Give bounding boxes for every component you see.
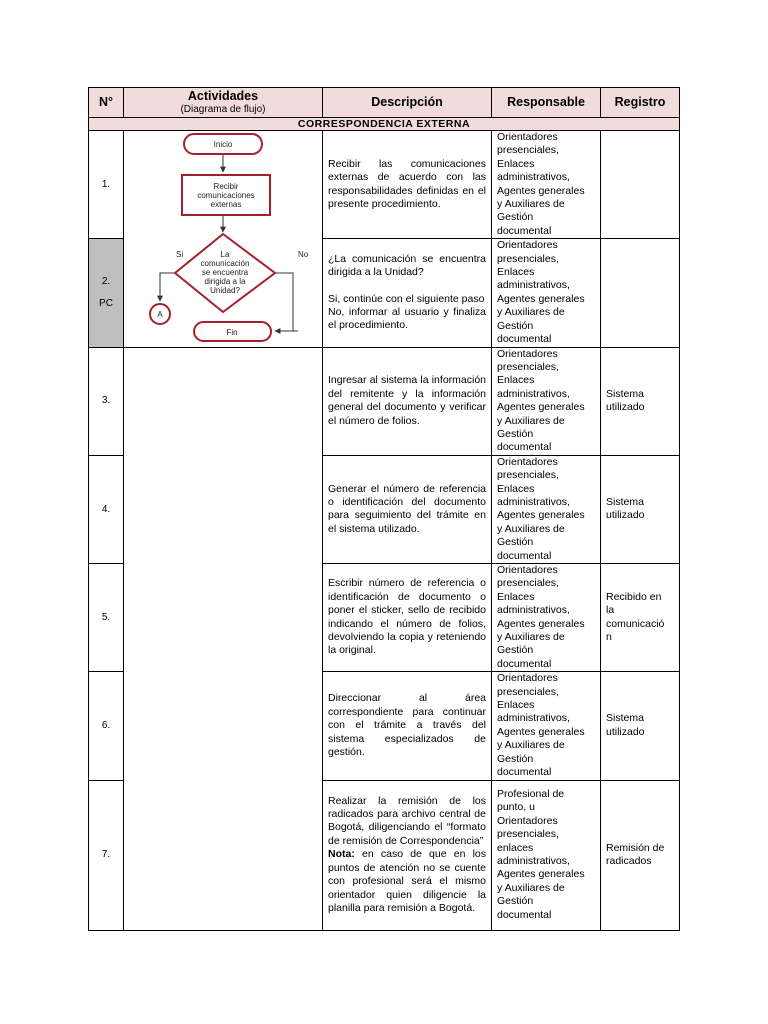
flowchart-empty-cell: [124, 347, 323, 930]
record-line: Recibido en: [606, 590, 662, 603]
record-cell: [601, 564, 680, 672]
record-line: la: [606, 604, 615, 617]
record-line: radicados: [606, 855, 652, 867]
note-text: en caso de que en los puntos de atención no se cuente con profesional será el mismo orientador quien diligencie la planilla para remisión a Bogotá.: [328, 848, 486, 914]
flow-arrow-yes: [160, 273, 174, 301]
responsible-line: Enlaces: [497, 157, 535, 170]
responsible-line: Agentes generales: [497, 292, 585, 305]
description-text: Recibir las comunicaciones externas de acuerdo con las responsabilidades definidas en el presente procedimiento.: [328, 157, 486, 211]
description-text: Si, continúe con el siguiente paso: [328, 292, 485, 305]
row-number: 7.: [89, 780, 124, 930]
responsible-line: y Auxiliares de: [497, 739, 565, 752]
row-number: 6.: [89, 672, 124, 780]
responsible-line: Enlaces: [497, 590, 535, 603]
responsible-line: Gestión: [497, 211, 534, 224]
responsible-line: y Auxiliares de: [497, 881, 565, 894]
description-text: Generar el número de referencia o identificación del documento para seguimiento del trámite en el sistema utilizado.: [328, 482, 486, 535]
note-label: Nota:: [328, 848, 355, 861]
description-text: Ingresar al sistema la información del remitente y la información general del documento y verificar el número de folios.: [328, 374, 486, 427]
decision-line: se encuentra: [201, 268, 249, 277]
control-point-label: PC: [99, 297, 113, 309]
responsible-line: Orientadores: [497, 455, 558, 468]
responsible-line: enlaces: [497, 841, 534, 854]
header-activities: [124, 88, 323, 118]
description-text: Escribir número de referencia o identificación de documento o poner el sticker, sello de recibido indicando el número de folios, devolviendo la copia y reteniendo la original.: [328, 577, 486, 657]
description-text: No, informar al usuario y finaliza el procedimiento.: [328, 306, 486, 332]
header-number: N°: [89, 88, 124, 118]
responsible-line: Orientadores: [497, 131, 558, 143]
connector-label: A: [157, 310, 163, 319]
header-record: Registro: [601, 88, 680, 118]
procedure-table: [88, 87, 680, 931]
record-line: Sistema: [606, 712, 644, 725]
header-activities-title: Actividades: [187, 89, 259, 104]
description-text: Direccionar al área correspondiente para continuar con el trámite a través del sistema especializados de gestión.: [328, 692, 486, 758]
responsible-line: Agentes generales: [497, 401, 585, 414]
record-cell: [601, 672, 680, 780]
responsible-line: administrativos,: [497, 495, 570, 508]
process-line: comunicaciones: [197, 191, 255, 200]
responsible-line: administrativos,: [497, 712, 570, 725]
responsible-line: Profesional de: [497, 787, 565, 800]
responsible-line: Agentes generales: [497, 617, 585, 630]
end-label: Fin: [226, 328, 238, 337]
responsible-line: documental: [497, 333, 552, 346]
header-description: Descripción: [323, 88, 492, 118]
record-line: comunicació: [606, 617, 665, 630]
record-line: utilizado: [606, 725, 645, 738]
description-cell: [323, 455, 492, 563]
record-cell: [601, 131, 680, 239]
decision-line: comunicación: [200, 259, 250, 268]
description-cell: [323, 564, 492, 672]
responsible-line: documental: [497, 549, 552, 562]
responsible-line: administrativos,: [497, 279, 570, 292]
responsible-line: Enlaces: [497, 699, 535, 712]
responsible-line: y Auxiliares de: [497, 198, 565, 211]
responsible-line: Gestión: [497, 536, 534, 549]
responsible-cell: [492, 564, 601, 672]
flowchart: [124, 131, 323, 346]
start-label: Inicio: [213, 140, 233, 149]
responsible-line: y Auxiliares de: [497, 522, 565, 535]
responsible-line: Orientadores: [497, 564, 558, 576]
record-line: n: [606, 631, 612, 644]
description-cell: [323, 239, 492, 347]
responsible-line: Gestión: [497, 752, 534, 765]
responsible-line: presenciales,: [497, 469, 559, 482]
responsible-line: Enlaces: [497, 374, 535, 387]
responsible-line: presenciales,: [497, 828, 559, 841]
responsible-line: punto, u: [497, 801, 535, 814]
row-number: [89, 239, 124, 347]
responsible-line: administrativos,: [497, 604, 570, 617]
responsible-line: Enlaces: [497, 482, 535, 495]
table-row: [89, 347, 680, 455]
record-cell: [601, 239, 680, 347]
responsible-line: presenciales,: [497, 685, 559, 698]
responsible-line: presenciales,: [497, 577, 559, 590]
responsible-cell: [492, 131, 601, 239]
header-activities-subtitle: (Diagrama de flujo): [180, 103, 266, 115]
description-text: Realizar la remisión de los radicados para archivo central de Bogotá, diligenciando el “formato de remisión de Correspondencia”: [328, 794, 486, 847]
responsible-line: documental: [497, 766, 552, 779]
row-number: 4.: [89, 455, 124, 563]
responsible-line: documental: [497, 224, 552, 237]
responsible-line: presenciales,: [497, 252, 559, 265]
process-line: Recibir: [213, 182, 239, 191]
responsible-line: presenciales,: [497, 144, 559, 157]
yes-label: Si: [176, 250, 184, 259]
responsible-line: Enlaces: [497, 266, 535, 279]
decision-line: Unidad?: [210, 286, 240, 295]
description-cell: [323, 347, 492, 455]
flow-line-no: [272, 273, 298, 331]
record-cell: [601, 347, 680, 455]
responsible-line: Agentes generales: [497, 868, 585, 881]
record-line: utilizado: [606, 401, 645, 414]
header-responsible: Responsable: [492, 88, 601, 118]
table-row: [89, 131, 680, 239]
responsible-line: administrativos,: [497, 855, 570, 867]
responsible-line: Gestión: [497, 427, 534, 440]
responsible-line: presenciales,: [497, 360, 559, 373]
row-number: 1.: [89, 131, 124, 239]
flowchart-cell: [124, 131, 323, 348]
responsible-line: administrativos,: [497, 387, 570, 400]
section-row: [89, 118, 680, 131]
section-title: CORRESPONDENCIA EXTERNA: [89, 118, 680, 131]
row-number: 5.: [89, 564, 124, 672]
description-cell: [323, 672, 492, 780]
responsible-cell: [492, 455, 601, 563]
responsible-line: documental: [497, 908, 552, 921]
responsible-line: y Auxiliares de: [497, 631, 565, 644]
record-line: Sistema: [606, 495, 644, 508]
responsible-line: Gestión: [497, 895, 534, 908]
responsible-line: Gestión: [497, 644, 534, 657]
responsible-line: y Auxiliares de: [497, 306, 565, 319]
decision-line: dirigida a la: [204, 277, 246, 286]
responsible-line: Orientadores: [497, 347, 558, 360]
record-line: Sistema: [606, 387, 644, 400]
description-text: ¿La comunicación se encuentra dirigida a la Unidad?: [328, 252, 486, 279]
responsible-line: documental: [497, 657, 552, 670]
no-label: No: [298, 250, 309, 259]
responsible-line: Orientadores: [497, 814, 558, 827]
responsible-line: administrativos,: [497, 171, 570, 184]
responsible-cell: [492, 672, 601, 780]
header-row: [89, 88, 680, 118]
description-cell: [323, 131, 492, 239]
responsible-cell: [492, 239, 601, 347]
responsible-line: Agentes generales: [497, 184, 585, 197]
decision-line: La: [220, 250, 230, 259]
responsible-cell: [492, 780, 601, 930]
record-cell: [601, 780, 680, 930]
process-line: externas: [210, 200, 242, 209]
responsible-line: Agentes generales: [497, 725, 585, 738]
responsible-line: y Auxiliares de: [497, 414, 565, 427]
responsible-line: Agentes generales: [497, 509, 585, 522]
responsible-line: Orientadores: [497, 239, 558, 252]
row-number: 3.: [89, 347, 124, 455]
responsible-line: Gestión: [497, 319, 534, 332]
record-line: utilizado: [606, 509, 645, 522]
responsible-line: Orientadores: [497, 672, 558, 685]
row-number-value: 2.: [101, 275, 111, 287]
record-cell: [601, 455, 680, 563]
description-note: [328, 848, 486, 915]
responsible-cell: [492, 347, 601, 455]
responsible-line: documental: [497, 441, 552, 454]
record-line: Remisión de: [606, 841, 665, 854]
description-cell: [323, 780, 492, 930]
